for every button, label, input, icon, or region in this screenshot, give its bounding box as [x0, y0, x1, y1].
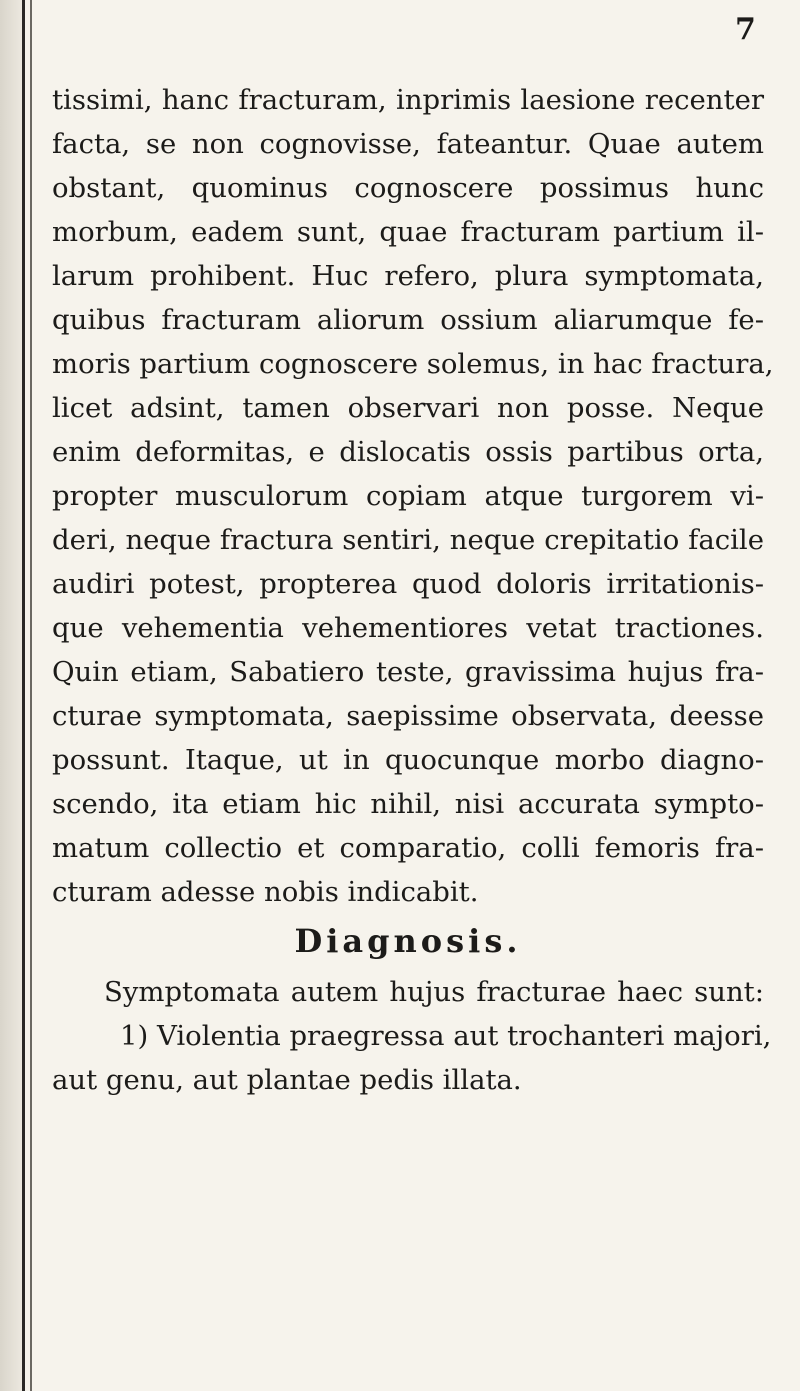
page-number: 7 — [735, 12, 756, 47]
text-line: facta, se non cognovisse, fateantur. Quae autem — [52, 128, 764, 160]
text-line: Quin etiam, Sabatiero teste, gravissima hujus fra- — [52, 656, 764, 688]
text-line: deri, neque fractura sentiri, neque crepitatio facile — [52, 524, 764, 556]
text-line: licet adsint, tamen observari non posse. Neque — [52, 392, 764, 424]
text-line: obstant, quominus cognoscere possimus hunc — [52, 172, 764, 204]
text-line: audiri potest, propterea quod doloris irritationis- — [52, 568, 764, 600]
text-line: propter musculorum copiam atque turgorem vi- — [52, 480, 764, 512]
text-line: enim deformitas, e dislocatis ossis partibus orta, — [52, 436, 764, 468]
text-line: aut genu, aut plantae pedis illata. — [52, 1064, 522, 1096]
text-line: matum collectio et comparatio, colli femoris fra- — [52, 832, 764, 864]
text-line: moris partium cognoscere solemus, in hac fractura, — [52, 348, 774, 380]
text-line: possunt. Itaque, ut in quocunque morbo diagno- — [52, 744, 764, 776]
text-line: larum prohibent. Huc refero, plura symptomata, — [52, 260, 764, 292]
text-line: quibus fracturam aliorum ossium aliarumque fe- — [52, 304, 764, 336]
text-line: Symptomata autem hujus fracturae haec sunt: — [104, 976, 764, 1008]
text-line: que vehementia vehementiores vetat tractiones. — [52, 612, 764, 644]
text-line: cturae symptomata, saepissime observata, deesse — [52, 700, 764, 732]
body-text — [52, 78, 774, 1102]
text-line: scendo, ita etiam hic nihil, nisi accurata sympto- — [52, 788, 764, 820]
binding-edge — [22, 0, 25, 1391]
text-line: 1) Violentia praegressa aut trochanteri majori, — [120, 1020, 772, 1052]
page-gutter — [0, 0, 22, 1391]
binding-edge-inner — [30, 0, 32, 1391]
text-line: morbum, eadem sunt, quae fracturam partium il- — [52, 216, 764, 248]
section-heading: Diagnosis. — [294, 922, 522, 960]
text-line: cturam adesse nobis indicabit. — [52, 876, 479, 908]
text-line: tissimi, hanc fracturam, inprimis laesione recenter — [52, 84, 764, 116]
